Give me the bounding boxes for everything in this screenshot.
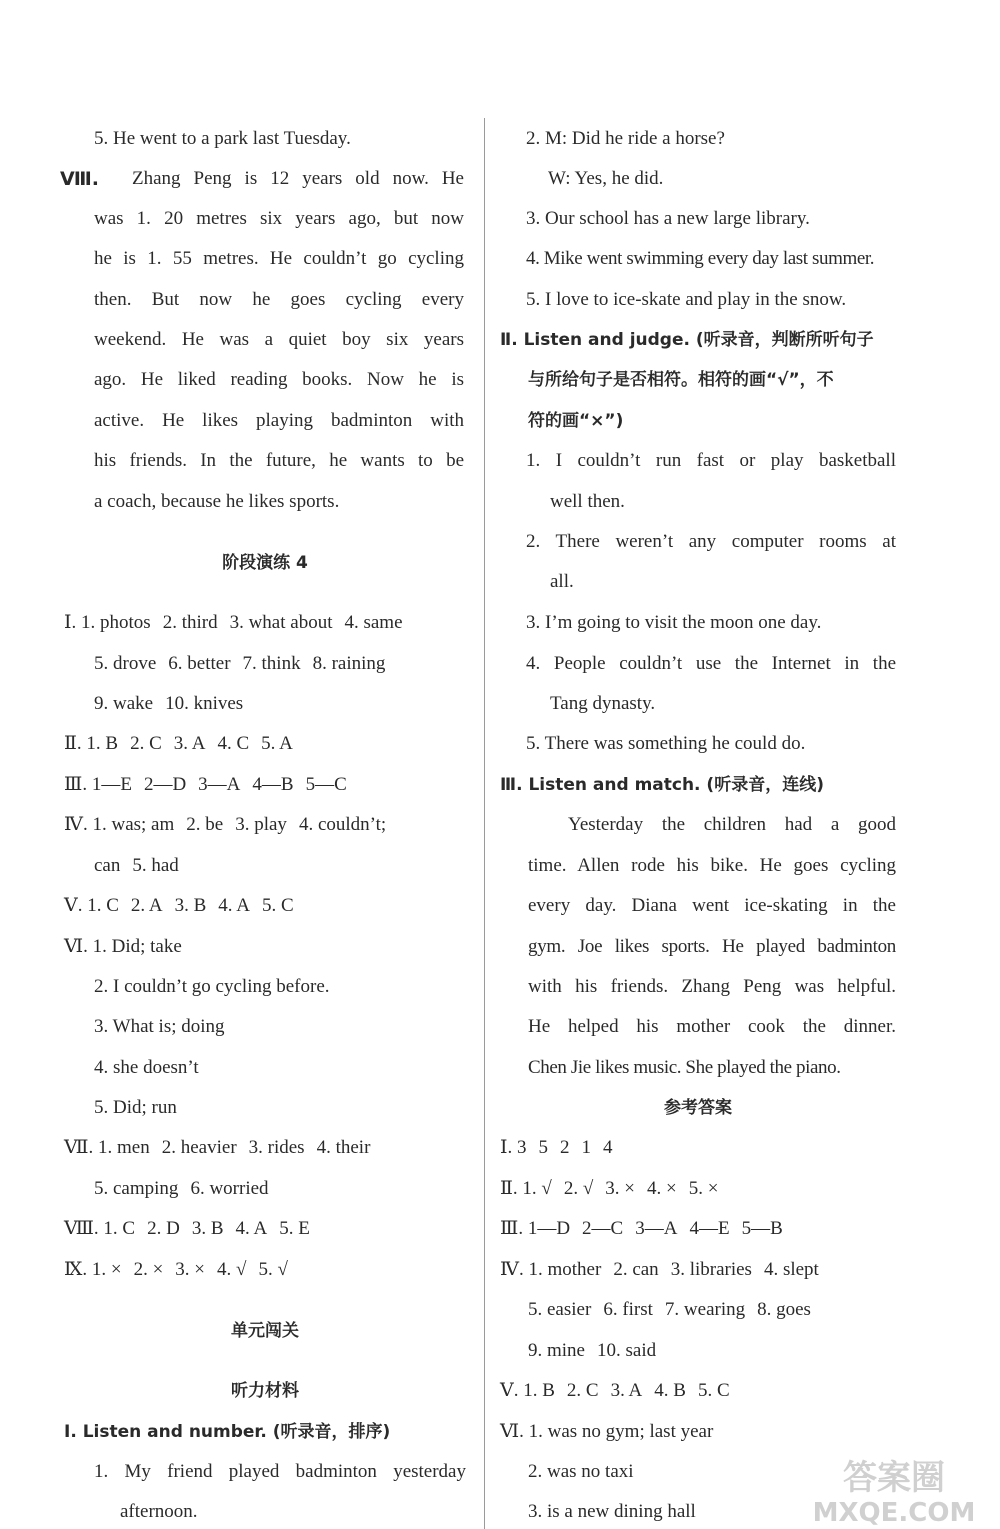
answer-item: Ⅲ. 1—E <box>64 774 132 795</box>
answer-item: 4. √ <box>217 1259 247 1280</box>
section-title: 听力材料 <box>231 1381 299 1401</box>
answer-item: 5. √ <box>258 1259 288 1280</box>
text-line: 5. I love to ice-skate and play in the snow. <box>526 289 847 310</box>
answer-item: 3. B <box>174 895 207 916</box>
answer-item: 5. camping <box>94 1178 179 1199</box>
answer-row: 4. she doesn’t <box>94 1057 199 1078</box>
text-line: He helped his mother cook the dinner. <box>528 1016 896 1037</box>
answer-row <box>500 1258 831 1282</box>
answer-row: 3. is a new dining hall <box>528 1501 696 1522</box>
answer-item: 2. C <box>130 733 162 754</box>
answer-row: 3. What is; doing <box>94 1016 225 1037</box>
text-line: 4. People couldn’t use the Internet in the <box>526 653 896 674</box>
answer-item: 2. √ <box>563 1178 594 1199</box>
answer-item: 5. C <box>261 895 294 916</box>
text-line: all. <box>550 571 574 592</box>
answer-item: 3. B <box>191 1218 224 1239</box>
answer-row <box>500 1217 795 1241</box>
answer-item: Ⅴ. 1. B <box>500 1380 555 1401</box>
answer-item: 5. C <box>697 1380 730 1401</box>
answer-row <box>64 1217 322 1241</box>
answer-item: 3. A <box>610 1380 643 1401</box>
answer-item: Ⅸ. 1. × <box>64 1259 122 1280</box>
text-line: 4. Mike went swimming every day last summer. <box>526 248 875 269</box>
answer-item: 3—A <box>635 1218 678 1239</box>
answer-item: 2. can <box>613 1259 659 1280</box>
answer-item: can <box>94 855 121 876</box>
text-line: active. He likes playing badminton with <box>94 410 464 431</box>
answer-item: Ⅳ. 1. was; am <box>64 814 175 835</box>
answer-item: 6. worried <box>190 1178 269 1199</box>
answer-item: 2. C <box>566 1380 599 1401</box>
text-line: weekend. He was a quiet boy six years <box>94 329 464 350</box>
answer-row <box>94 1177 281 1201</box>
text-line: 5. He went to a park last Tuesday. <box>94 128 351 149</box>
answer-item: 5. A <box>261 733 293 754</box>
answer-item: 4. B <box>654 1380 686 1401</box>
answer-item: Ⅰ. 3 <box>500 1137 527 1158</box>
answer-item: 5—C <box>305 774 347 795</box>
exercise-heading: 与所给句子是否相符。相符的画“√”，不 <box>528 370 834 390</box>
text-line: 3. I’m going to visit the moon one day. <box>526 612 822 633</box>
answer-row <box>64 611 415 635</box>
exercise-heading: Ⅲ. Listen and match. (听录音，连线) <box>500 775 824 795</box>
answer-item: 5. E <box>279 1218 310 1239</box>
text-line: with his friends. Zhang Peng was helpful. <box>528 976 896 997</box>
section-title: 参考答案 <box>664 1098 732 1118</box>
text-line: every day. Diana went ice-skating in the <box>528 895 896 916</box>
answer-item: 4—E <box>689 1218 730 1239</box>
answer-row: Ⅵ. 1. Did; take <box>64 936 182 957</box>
text-line: 2. M: Did he ride a horse? <box>526 128 725 149</box>
answer-item: 9. wake <box>94 693 154 714</box>
answer-item: 10. knives <box>165 693 244 714</box>
answer-item: 5. had <box>132 855 179 876</box>
text-line: Zhang Peng is 12 years old now. He <box>132 168 464 189</box>
answer-item: 5. easier <box>528 1299 592 1320</box>
text-line: W: Yes, he did. <box>548 168 664 189</box>
text-line: Tang dynasty. <box>550 693 656 714</box>
exercise-heading: Ⅰ. Listen and number. (听录音，排序) <box>64 1422 391 1442</box>
answer-item: 4. × <box>647 1178 677 1199</box>
answer-item: 2. × <box>133 1259 164 1280</box>
answer-item: 6. first <box>603 1299 653 1320</box>
answer-item: 4 <box>603 1137 613 1158</box>
answer-item: 4—B <box>252 774 294 795</box>
watermark-logo <box>794 1449 994 1527</box>
answer-item: 4. C <box>217 733 250 754</box>
text-line: afternoon. <box>120 1501 198 1522</box>
answer-item: 3. rides <box>248 1137 305 1158</box>
answer-row <box>64 773 359 797</box>
answer-item: 6. better <box>168 653 231 674</box>
column-divider <box>484 118 485 1529</box>
answer-item: Ⅱ. 1. √ <box>500 1178 552 1199</box>
text-line: time. Allen rode his bike. He goes cycling <box>528 855 896 876</box>
answer-item: Ⅱ. 1. B <box>64 733 119 754</box>
answer-item: 4. A <box>218 895 250 916</box>
text-line: a coach, because he likes sports. <box>94 491 340 512</box>
answer-item: 2—D <box>143 774 187 795</box>
answer-row <box>500 1177 730 1201</box>
answer-row <box>94 652 397 676</box>
answer-item: 2 <box>560 1137 570 1158</box>
answer-row <box>64 732 305 756</box>
answer-item: 3. × <box>605 1178 635 1199</box>
exercise-heading: 符的画“×”) <box>528 411 624 431</box>
answer-item: Ⅷ. 1. C <box>64 1218 136 1239</box>
text-line: his friends. In the future, he wants to be <box>94 450 464 471</box>
text-line: 2. There weren’t any computer rooms at <box>526 531 896 552</box>
svg-text:答案圈: 答案圈 <box>843 1458 945 1498</box>
answer-item: 4. couldn’t; <box>298 814 387 835</box>
text-line: then. But now he goes cycling every <box>94 289 464 310</box>
answer-item: Ⅶ. 1. men <box>64 1137 150 1158</box>
answer-item: 5—B <box>741 1218 783 1239</box>
answer-row: Ⅵ. 1. was no gym; last year <box>500 1421 714 1442</box>
answer-row <box>94 692 255 716</box>
answer-item: 5 <box>538 1137 549 1158</box>
answer-item: 2. be <box>186 814 224 835</box>
answer-item: 5. drove <box>94 653 157 674</box>
answer-row <box>64 813 398 837</box>
text-line: 3. Our school has a new large library. <box>526 208 810 229</box>
answer-item: 3. play <box>235 814 287 835</box>
answer-item: 9. mine <box>528 1340 585 1361</box>
text-line: ago. He liked reading books. Now he is <box>94 369 464 390</box>
answer-row: 5. Did; run <box>94 1097 177 1118</box>
answer-item: 2. third <box>162 612 218 633</box>
text-line: 5. There was something he could do. <box>526 733 806 754</box>
answer-item: 4. same <box>344 612 403 633</box>
answer-row: 2. I couldn’t go cycling before. <box>94 976 330 997</box>
answer-item: 8. raining <box>312 653 386 674</box>
answer-item: Ⅲ. 1—D <box>500 1218 571 1239</box>
answer-item: 7. think <box>242 653 301 674</box>
section-title: 单元闯关 <box>231 1321 299 1341</box>
answer-row <box>500 1379 742 1403</box>
exercise-heading: Ⅱ. Listen and judge. (听录音，判断所听句子 <box>500 330 874 350</box>
text-line: Yesterday the children had a good <box>568 814 896 835</box>
answer-item: 5. × <box>688 1178 719 1199</box>
answer-row <box>64 1258 300 1282</box>
answer-item: 4. their <box>316 1137 371 1158</box>
answer-item: Ⅳ. 1. mother <box>500 1259 602 1280</box>
answer-row: 2. was no taxi <box>528 1461 634 1482</box>
text-line: he is 1. 55 metres. He couldn’t go cycling <box>94 248 464 269</box>
answer-item: 2. D <box>147 1218 180 1239</box>
text-line: 1. My friend played badminton yesterday <box>94 1461 466 1482</box>
answer-item: 8. goes <box>757 1299 811 1320</box>
answer-item: 10. said <box>597 1340 657 1361</box>
text-line: well then. <box>550 491 625 512</box>
answer-item: 3. × <box>175 1259 205 1280</box>
answer-item: 2. heavier <box>161 1137 237 1158</box>
answer-item: 3. libraries <box>670 1259 752 1280</box>
answer-row <box>500 1136 625 1160</box>
answer-row <box>64 1136 382 1160</box>
answer-item: 4. A <box>235 1218 268 1239</box>
answer-row <box>528 1339 668 1363</box>
answer-item: 7. wearing <box>664 1299 746 1320</box>
section-title: 阶段演练 4 <box>222 553 308 573</box>
answer-item: 2—C <box>582 1218 624 1239</box>
answer-item: 2. A <box>130 895 163 916</box>
answer-item: 1 <box>581 1137 592 1158</box>
answer-row <box>528 1298 823 1322</box>
answer-item: 4. slept <box>763 1259 819 1280</box>
answer-item: Ⅰ. 1. photos <box>64 612 151 633</box>
answer-row <box>64 894 306 918</box>
answer-item: 3—A <box>198 774 241 795</box>
text-line: gym. Joe likes sports. He played badminton <box>528 936 896 957</box>
answer-item: 3. what about <box>229 612 333 633</box>
answer-item: 3. A <box>173 733 206 754</box>
answer-row <box>94 854 191 878</box>
section-number: Ⅷ. <box>60 168 99 190</box>
svg-text:MXQE.COM: MXQE.COM <box>812 1498 976 1527</box>
answer-item: Ⅴ. 1. C <box>64 895 119 916</box>
text-line: Chen Jie likes music. She played the piano. <box>528 1057 841 1078</box>
text-line: 1. I couldn’t run fast or play basketball <box>526 450 896 471</box>
text-line: was 1. 20 metres six years ago, but now <box>94 208 464 229</box>
